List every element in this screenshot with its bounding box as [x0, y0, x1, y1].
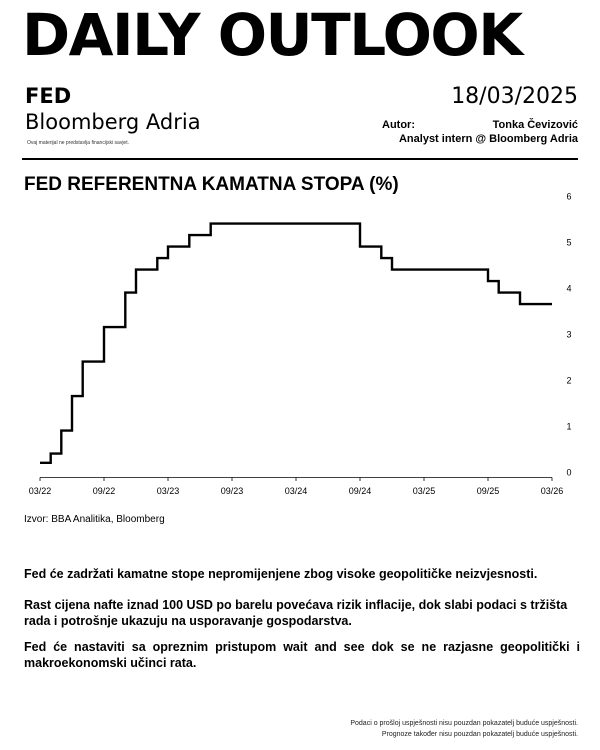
- x-tick-label: 03/23: [156, 486, 180, 496]
- y-tick-label: 6: [566, 191, 572, 202]
- footer-disclaimer-1: Podaci o prošloj uspješnosti nisu pouzdan pokazatelj buduće uspješnosti.: [350, 720, 578, 727]
- author-title: Analyst intern @ Bloomberg Adria: [398, 133, 578, 145]
- y-tick-label: 1: [566, 421, 572, 432]
- rate-step-line: [40, 224, 552, 463]
- x-tick-label: 09/22: [92, 486, 116, 496]
- y-tick-label: 5: [566, 237, 572, 248]
- author-name: Tonka Čevizović: [492, 119, 578, 131]
- y-tick-label: 3: [566, 329, 572, 340]
- y-tick-label: 4: [566, 283, 572, 294]
- footer-disclaimer-2: Prognoze također nisu pouzdan pokazatelj buduće uspješnosti.: [381, 731, 578, 738]
- x-tick-label: 09/24: [348, 486, 372, 496]
- x-tick-label: 03/26: [540, 486, 564, 496]
- x-tick-label: 09/25: [476, 486, 500, 496]
- x-tick-label: 03/25: [412, 486, 436, 496]
- paragraph-2: Rast cijena nafte iznad 100 USD po barelu povećava rizik inflacije, dok slabi podaci s tržišta rada i potrošnje ukazuju na usporavanje gospodarstva.: [24, 598, 568, 628]
- paragraph-1: Fed će zadržati kamatne stope nepromijenjene zbog visoke geopolitičke neizvjesnosti.: [24, 567, 538, 581]
- disclaimer-text: Ovaj materijal ne predstavlja financijski savjet.: [27, 140, 129, 146]
- masthead-title: DAILY OUTLOOK: [22, 1, 522, 69]
- chart-source: Izvor: BBA Analitika, Bloomberg: [24, 514, 165, 525]
- y-tick-label: 0: [566, 467, 572, 478]
- report-date: 18/03/2025: [451, 84, 578, 109]
- x-tick-label: 09/23: [220, 486, 244, 496]
- paragraph-3: Fed će nastaviti sa opreznim pristupom wait and see dok se ne razjasne geopolitički i makroekonomski učinci rata.: [24, 640, 580, 670]
- y-tick-label: 2: [566, 375, 572, 386]
- x-tick-label: 03/24: [284, 486, 308, 496]
- brand-name: Bloomberg Adria: [25, 110, 201, 134]
- topic-label: FED: [25, 84, 72, 108]
- author-label: Autor:: [382, 119, 415, 131]
- x-tick-label: 03/22: [28, 486, 52, 496]
- chart-title: FED REFERENTNA KAMATNA STOPA (%): [24, 174, 399, 195]
